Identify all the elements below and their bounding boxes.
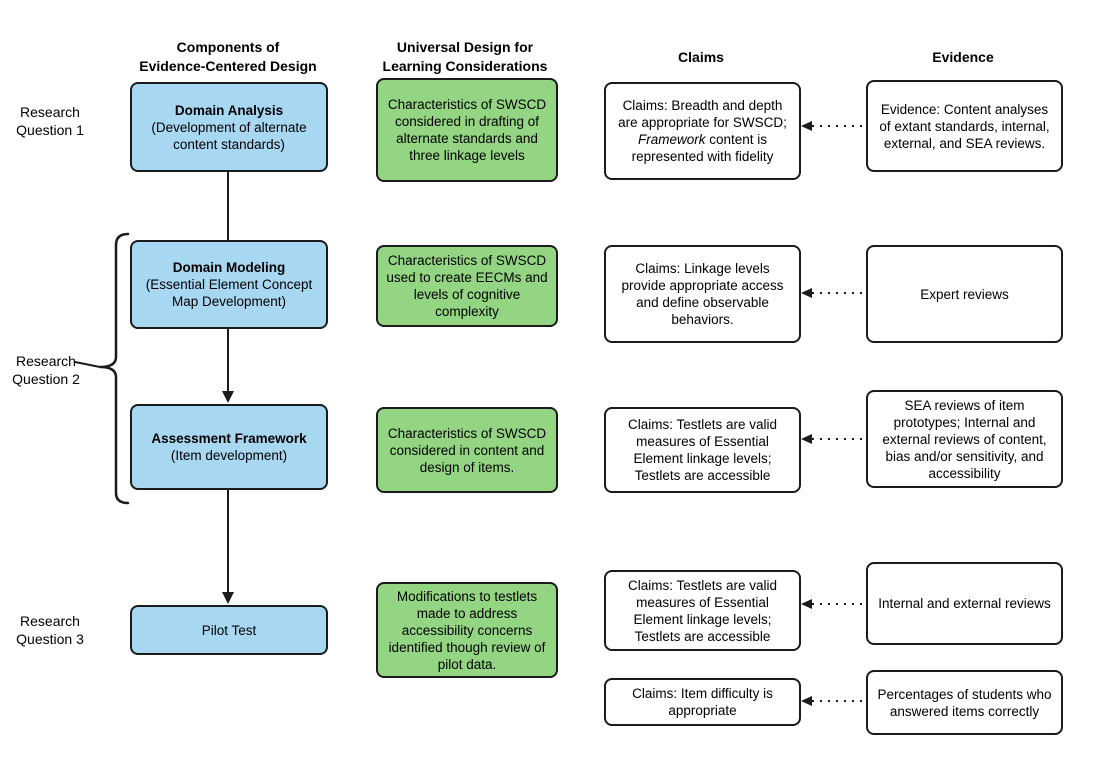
box-text — [614, 97, 791, 165]
research-question-3-label — [0, 612, 100, 648]
dotted-arrow-4 — [801, 598, 866, 610]
box-subtitle: (Item development) — [170, 448, 288, 463]
udl-box-4 — [376, 582, 558, 678]
dotted-arrow-1 — [801, 120, 866, 132]
evidence-box-5 — [866, 670, 1063, 735]
claims-text-italic: Framework — [637, 132, 706, 147]
header-line: Universal Design for — [396, 39, 534, 55]
claims-box-1 — [604, 82, 801, 180]
ecd-box-domain-analysis — [130, 82, 328, 172]
box-title: Assessment Framework — [151, 431, 307, 446]
box-text: Claims: Testlets are valid measures of Essential Element linkage levels; Testlets are accessible — [627, 417, 778, 483]
column-header-evidence — [863, 48, 1063, 67]
rq-line: Research — [16, 353, 76, 369]
flow-line-1 — [227, 172, 229, 240]
header-line: Learning Considerations — [382, 58, 548, 74]
box-text: SEA reviews of item prototypes; Internal and external reviews of content, bias and/or sensitivity, and accessibility — [882, 397, 1047, 481]
header-line: Evidence — [932, 49, 994, 65]
claims-box-4 — [604, 570, 801, 651]
left-arrowhead-icon — [801, 696, 812, 706]
rq-line: Research — [20, 104, 80, 120]
left-arrowhead-icon — [801, 288, 812, 298]
dotted-line — [812, 700, 866, 702]
box-text: Percentages of students who answered items correctly — [877, 686, 1052, 719]
column-header-claims — [601, 48, 801, 67]
claims-text-post: content is represented with fidelity — [631, 132, 774, 164]
claims-box-2 — [604, 245, 801, 343]
claims-text-pre: Claims: Breadth and depth are appropriate for SWSCD; — [618, 98, 787, 130]
ecd-box-assessment-framework — [130, 404, 328, 490]
dotted-arrow-5 — [801, 695, 866, 707]
header-line: Claims — [678, 49, 724, 65]
research-question-1-label — [0, 103, 100, 139]
claims-box-3 — [604, 407, 801, 493]
box-text: Internal and external reviews — [878, 596, 1051, 611]
box-text: Claims: Item difficulty is appropriate — [632, 686, 773, 718]
dotted-arrow-3 — [801, 433, 866, 445]
box-title: Pilot Test — [201, 622, 257, 638]
header-line: Evidence-Centered Design — [139, 58, 317, 74]
rq-line: Research — [20, 613, 80, 629]
header-line: Components of — [176, 39, 280, 55]
flow-line-3 — [227, 490, 229, 593]
flow-line-2 — [227, 329, 229, 392]
left-arrowhead-icon — [801, 434, 812, 444]
evidence-box-1 — [866, 80, 1063, 172]
box-text: Modifications to testlets made to address accessibility concerns identified though review of pilot data. — [388, 588, 546, 672]
claims-box-5 — [604, 678, 801, 726]
evidence-box-3 — [866, 390, 1063, 488]
box-title: Domain Modeling — [172, 260, 286, 275]
evidence-box-4 — [866, 562, 1063, 645]
rq-line: Question 2 — [12, 371, 80, 387]
box-subtitle: (Essential Element Concept Map Development) — [145, 277, 313, 309]
dotted-line — [812, 292, 866, 294]
column-header-udl — [355, 38, 575, 76]
rq2-brace — [70, 225, 135, 510]
left-arrowhead-icon — [801, 599, 812, 609]
rq-line: Question 1 — [16, 122, 84, 138]
ecd-box-domain-modeling — [130, 240, 328, 329]
dotted-line — [812, 438, 866, 440]
evidence-box-2 — [866, 245, 1063, 343]
box-text: Evidence: Content analyses of extant standards, internal, external, and SEA reviews. — [879, 101, 1050, 151]
box-text: Expert reviews — [920, 286, 1009, 302]
dotted-line — [812, 603, 866, 605]
flow-arrowhead-2 — [222, 391, 234, 403]
box-text: Characteristics of SWSCD considered in content and design of items. — [387, 425, 547, 475]
udl-box-2 — [376, 245, 558, 327]
udl-box-3 — [376, 407, 558, 493]
box-text: Characteristics of SWSCD used to create EECMs and levels of cognitive complexity — [386, 253, 548, 319]
box-text: Claims: Linkage levels provide appropriate access and define observable behaviors. — [621, 261, 784, 327]
dotted-arrow-2 — [801, 287, 866, 299]
flow-arrowhead-3 — [222, 592, 234, 604]
rq-line: Question 3 — [16, 631, 84, 647]
box-text: Claims: Testlets are valid measures of Essential Element linkage levels; Testlets are accessible — [627, 577, 778, 644]
dotted-line — [812, 125, 866, 127]
box-text: Characteristics of SWSCD considered in drafting of alternate standards and three linkage levels — [387, 97, 547, 163]
ecd-box-pilot-test — [130, 605, 328, 655]
box-subtitle: (Development of alternate content standards) — [151, 119, 307, 152]
column-header-ecd — [98, 38, 358, 76]
udl-box-1 — [376, 78, 558, 182]
box-title: Domain Analysis — [174, 102, 284, 118]
left-arrowhead-icon — [801, 121, 812, 131]
